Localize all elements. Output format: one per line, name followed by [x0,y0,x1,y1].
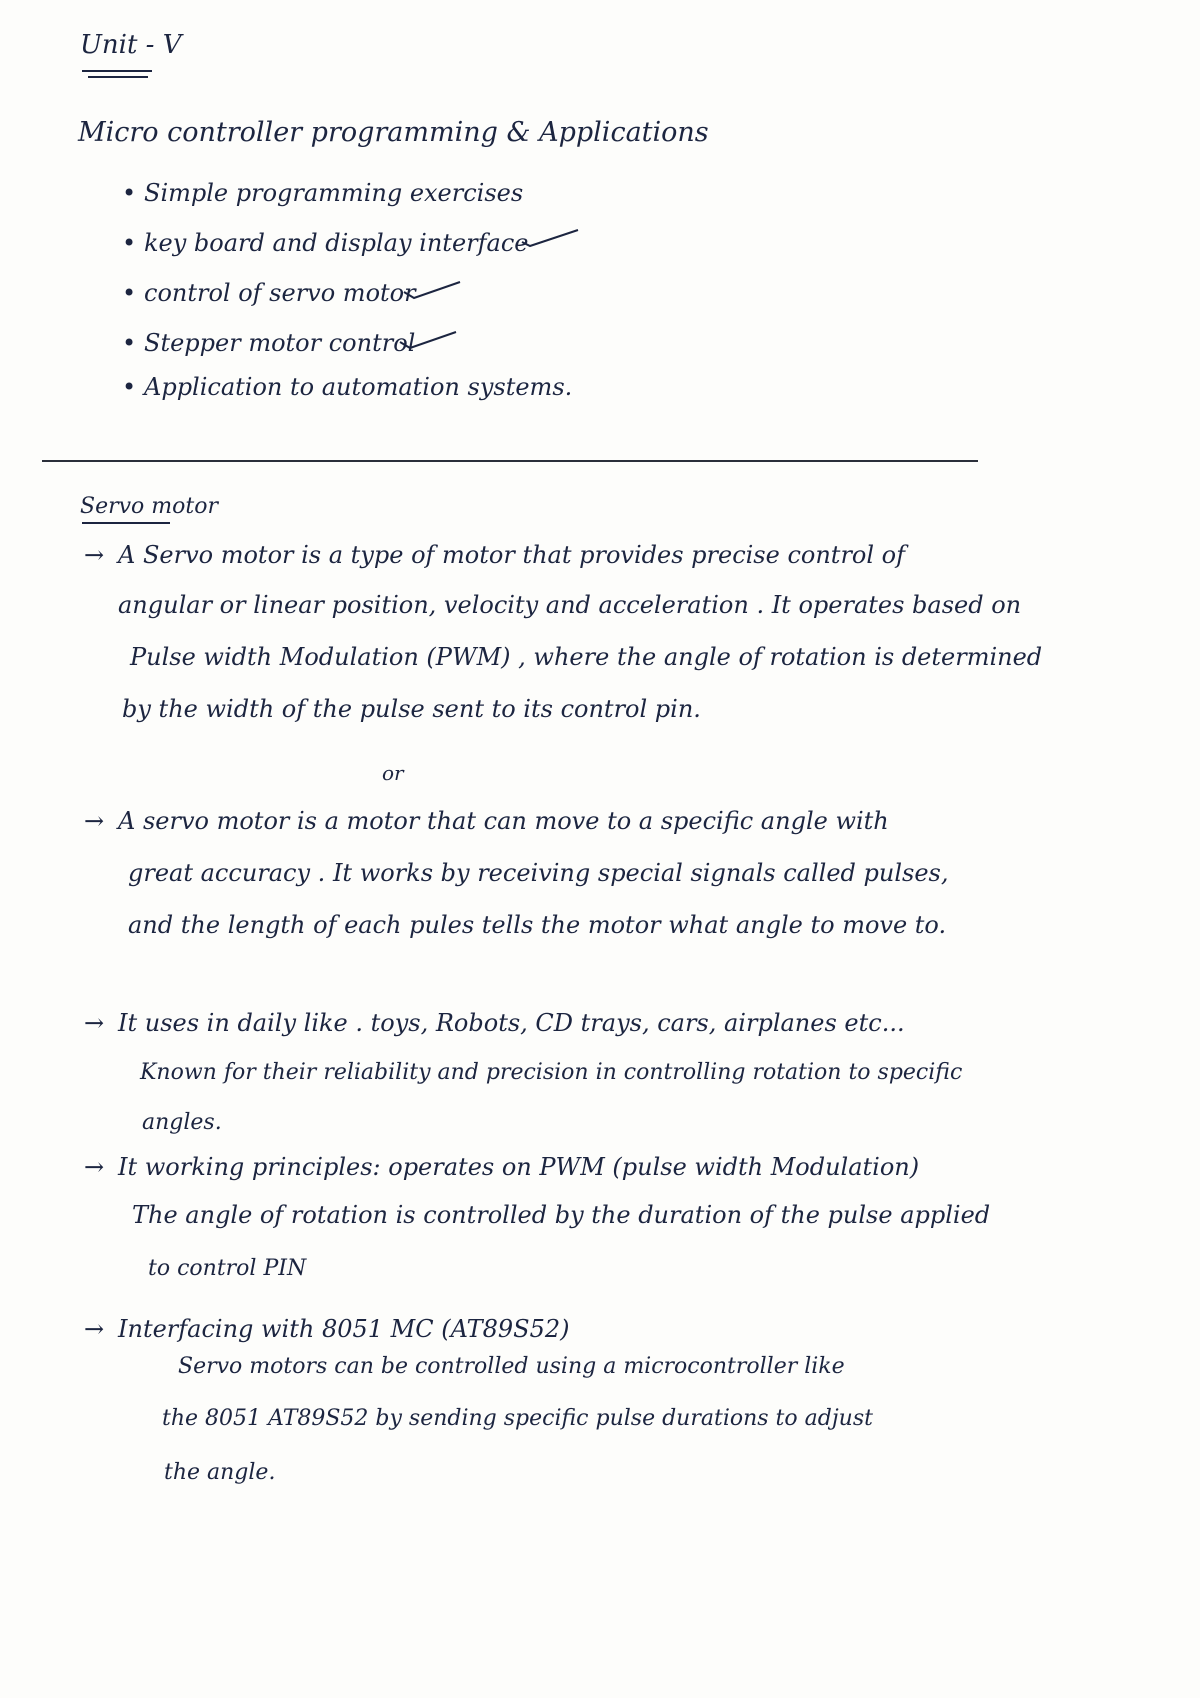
unit-heading-underline-2 [88,76,148,78]
topic-item-3 [122,278,416,308]
definition-1-line-2: angular or linear position, velocity and acceleration . It operates based on [118,591,1022,619]
uses-line-3: angles. [142,1110,222,1135]
definition-2-line-3: and the length of each pules tells the motor what angle to move to. [128,911,947,939]
topic-title: Micro controller programming & Applications [78,117,709,148]
topic-label: Simple programming exercises [144,179,524,207]
working-line-1 [84,1152,919,1182]
topic-label: control of servo motor [144,279,416,307]
bullet-icon: • [122,229,137,257]
tick-mark-icon [398,330,458,352]
topic-item-4 [122,328,415,358]
bullet-icon: • [122,179,137,207]
or-separator: or [382,761,404,785]
interfacing-line-3: the 8051 AT89S52 by sending specific pulse durations to adjust [162,1406,873,1431]
definition-1-line-1 [84,540,905,570]
section-heading-underline [82,522,170,524]
arrow-icon: → [84,1153,105,1181]
definition-1-line-3: Pulse width Modulation (PWM) , where the angle of rotation is determined [130,643,1043,671]
topic-label: key board and display interface [144,229,529,257]
interfacing-line-2: Servo motors can be controlled using a microcontroller like [178,1354,845,1379]
working-line-2: The angle of rotation is controlled by the duration of the pulse applied [132,1201,991,1229]
section-divider [42,460,978,462]
topic-label: Application to automation systems. [144,373,573,401]
arrow-icon: → [84,807,105,835]
definition-2-line-2: great accuracy . It works by receiving special signals called pulses, [128,859,949,887]
uses-text: It uses in daily like . toys, Robots, CD trays, cars, airplanes etc... [118,1009,905,1037]
definition-text: A servo motor is a motor that can move to a specific angle with [118,807,889,835]
definition-text: A Servo motor is a type of motor that provides precise control of [118,541,906,569]
topic-item-5 [122,372,572,402]
arrow-icon: → [84,1315,105,1343]
arrow-icon: → [84,1009,105,1037]
bullet-icon: • [122,373,137,401]
topic-item-1 [122,178,523,208]
tick-mark-icon [520,228,580,250]
working-text: It working principles: operates on PWM (pulse width Modulation) [118,1153,920,1181]
definition-1-line-4: by the width of the pulse sent to its control pin. [122,695,701,723]
uses-line-1 [84,1008,905,1038]
topic-item-2 [122,228,528,258]
interfacing-text: Interfacing with 8051 MC (AT89S52) [118,1315,570,1343]
bullet-icon: • [122,279,137,307]
definition-2-line-1 [84,806,889,836]
interfacing-line-1 [84,1314,570,1344]
uses-line-2: Known for their reliability and precision in controlling rotation to specific [140,1060,963,1085]
arrow-icon: → [84,541,105,569]
bullet-icon: • [122,329,137,357]
unit-heading: Unit - V [80,30,182,60]
working-line-3: to control PIN [148,1256,307,1281]
tick-mark-icon [402,280,462,302]
interfacing-line-4: the angle. [164,1460,276,1485]
unit-heading-underline [82,70,152,72]
topic-label: Stepper motor control [144,329,416,357]
section-heading: Servo motor [80,494,218,519]
